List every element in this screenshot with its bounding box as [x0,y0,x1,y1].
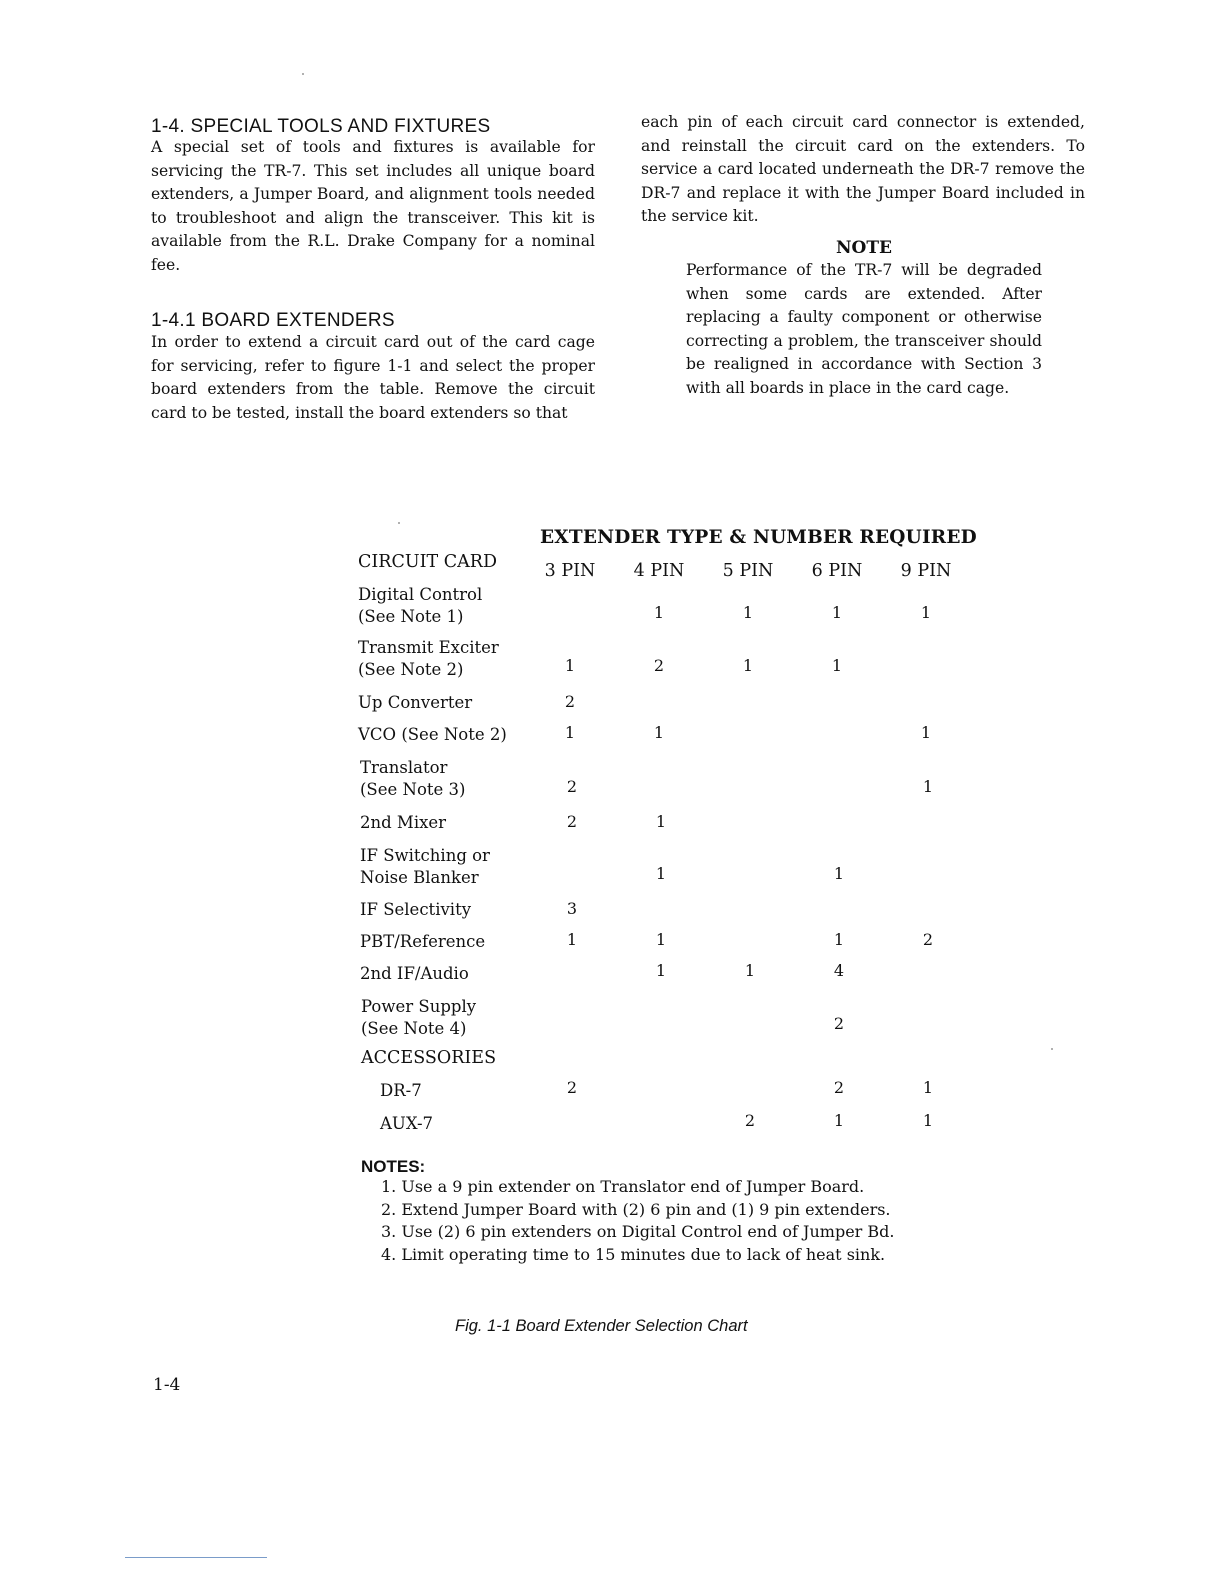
table-cell: 1 [653,723,665,742]
table-cell: 1 [564,723,576,742]
table-cell: 2 [566,1078,578,1097]
page-number: 1-4 [153,1375,181,1395]
table-cell: 1 [742,603,754,622]
continued-paragraph: each pin of each circuit card connector is extended, and reinstall the circuit card on the extenders. To service a card located underneath the DR-7 remove the DR-7 and replace it with the Jumper Board included in the service kit. [641,113,1085,225]
scan-speck [302,73,304,75]
notes-list [381,1176,894,1266]
table-cell: 1 [744,961,756,980]
scan-speck [1051,1048,1053,1050]
note-item: 4. Limit operating time to 15 minutes due to lack of heat sink. [381,1244,886,1264]
table-cell: 1 [922,1078,934,1097]
table-cell: 1 [831,656,843,675]
table-cell: 1 [920,603,932,622]
table-cell: 1 [833,864,845,883]
table-cell: 2 [744,1111,756,1130]
figure-caption: Fig. 1-1 Board Extender Selection Chart [455,1317,748,1335]
table-cell: 2 [564,692,576,711]
table-cell: 2 [833,1014,845,1033]
column-header: 5 PIN [722,561,774,581]
row-label: IF Switching or Noise Blanker [360,846,490,887]
row-header: CIRCUIT CARD [358,552,498,572]
row-label: Digital Control (See Note 1) [358,585,483,626]
table-cell: 1 [655,961,667,980]
note-text: Performance of the TR-7 will be degraded when some cards are extended. After replacing a faulty component or otherwise correcting a problem, the transceiver should be realigned in accordance with Section 3 with all boards in place in the card cage. [686,261,1042,397]
table-cell: 1 [831,603,843,622]
bottom-rule [125,1557,267,1558]
table-cell: 1 [922,777,934,796]
row-label: PBT/Reference [360,932,486,951]
table-cell: 1 [833,930,845,949]
row-label: IF Selectivity [360,900,472,919]
row-label: VCO (See Note 2) [358,725,507,744]
notes-title: NOTES: [361,1157,426,1176]
table-cell: 3 [566,899,578,918]
chart-title: EXTENDER TYPE & NUMBER REQUIRED [540,527,977,548]
note-item: 1. Use a 9 pin extender on Translator end of Jumper Board. [381,1177,865,1196]
column-header: 4 PIN [633,561,685,581]
row-label: 2nd IF/Audio [360,964,469,983]
table-cell: 4 [833,961,845,980]
subsection-paragraph: In order to extend a circuit card out of the card cage for servicing, refer to figure 1-1 and select the proper board extenders from the table. Remove the circuit card to be tested, install the board extenders so that [151,333,595,422]
note-item: 2. Extend Jumper Board with (2) 6 pin and (1) 9 pin extenders. [381,1199,891,1219]
column-header: 9 PIN [900,561,952,581]
table-cell: 1 [742,656,754,675]
note-item: 3. Use (2) 6 pin extenders on Digital Control end of Jumper Bd. [381,1222,895,1241]
table-cell: 1 [655,864,667,883]
table-cell: 2 [922,930,934,949]
row-label: Translator (See Note 3) [360,758,466,799]
row-label: Power Supply (See Note 4) [361,997,477,1038]
row-label: Transmit Exciter (See Note 2) [358,638,499,679]
table-cell: 1 [566,930,578,949]
table-cell: 1 [564,656,576,675]
section-paragraph: A special set of tools and fixtures is available for servicing the TR-7. This set includes all unique board extenders, a Jumper Board, and alignment tools needed to troubleshoot and align the transceiver. This kit is available from the R.L. Drake Company for a nominal fee. [151,138,595,274]
table-cell: 2 [566,812,578,831]
section-heading: 1-4. SPECIAL TOOLS AND FIXTURES [151,116,491,137]
scan-speck [398,522,400,524]
row-label: DR-7 [380,1081,422,1100]
table-cell: 2 [833,1078,845,1097]
table-cell: 1 [920,723,932,742]
table-cell: 1 [655,930,667,949]
table-cell: 1 [655,812,667,831]
note-title: NOTE [836,238,892,258]
table-cell: 1 [653,603,665,622]
table-cell: 2 [653,656,665,675]
table-cell: 1 [922,1111,934,1130]
row-label: 2nd Mixer [360,813,447,832]
row-label: ACCESSORIES [361,1048,497,1068]
table-cell: 2 [566,777,578,796]
subsection-heading: 1-4.1 BOARD EXTENDERS [151,310,395,331]
row-label: AUX-7 [380,1114,434,1133]
table-cell: 1 [833,1111,845,1130]
column-header: 6 PIN [811,561,863,581]
row-label: Up Converter [358,693,473,712]
column-header: 3 PIN [544,561,596,581]
